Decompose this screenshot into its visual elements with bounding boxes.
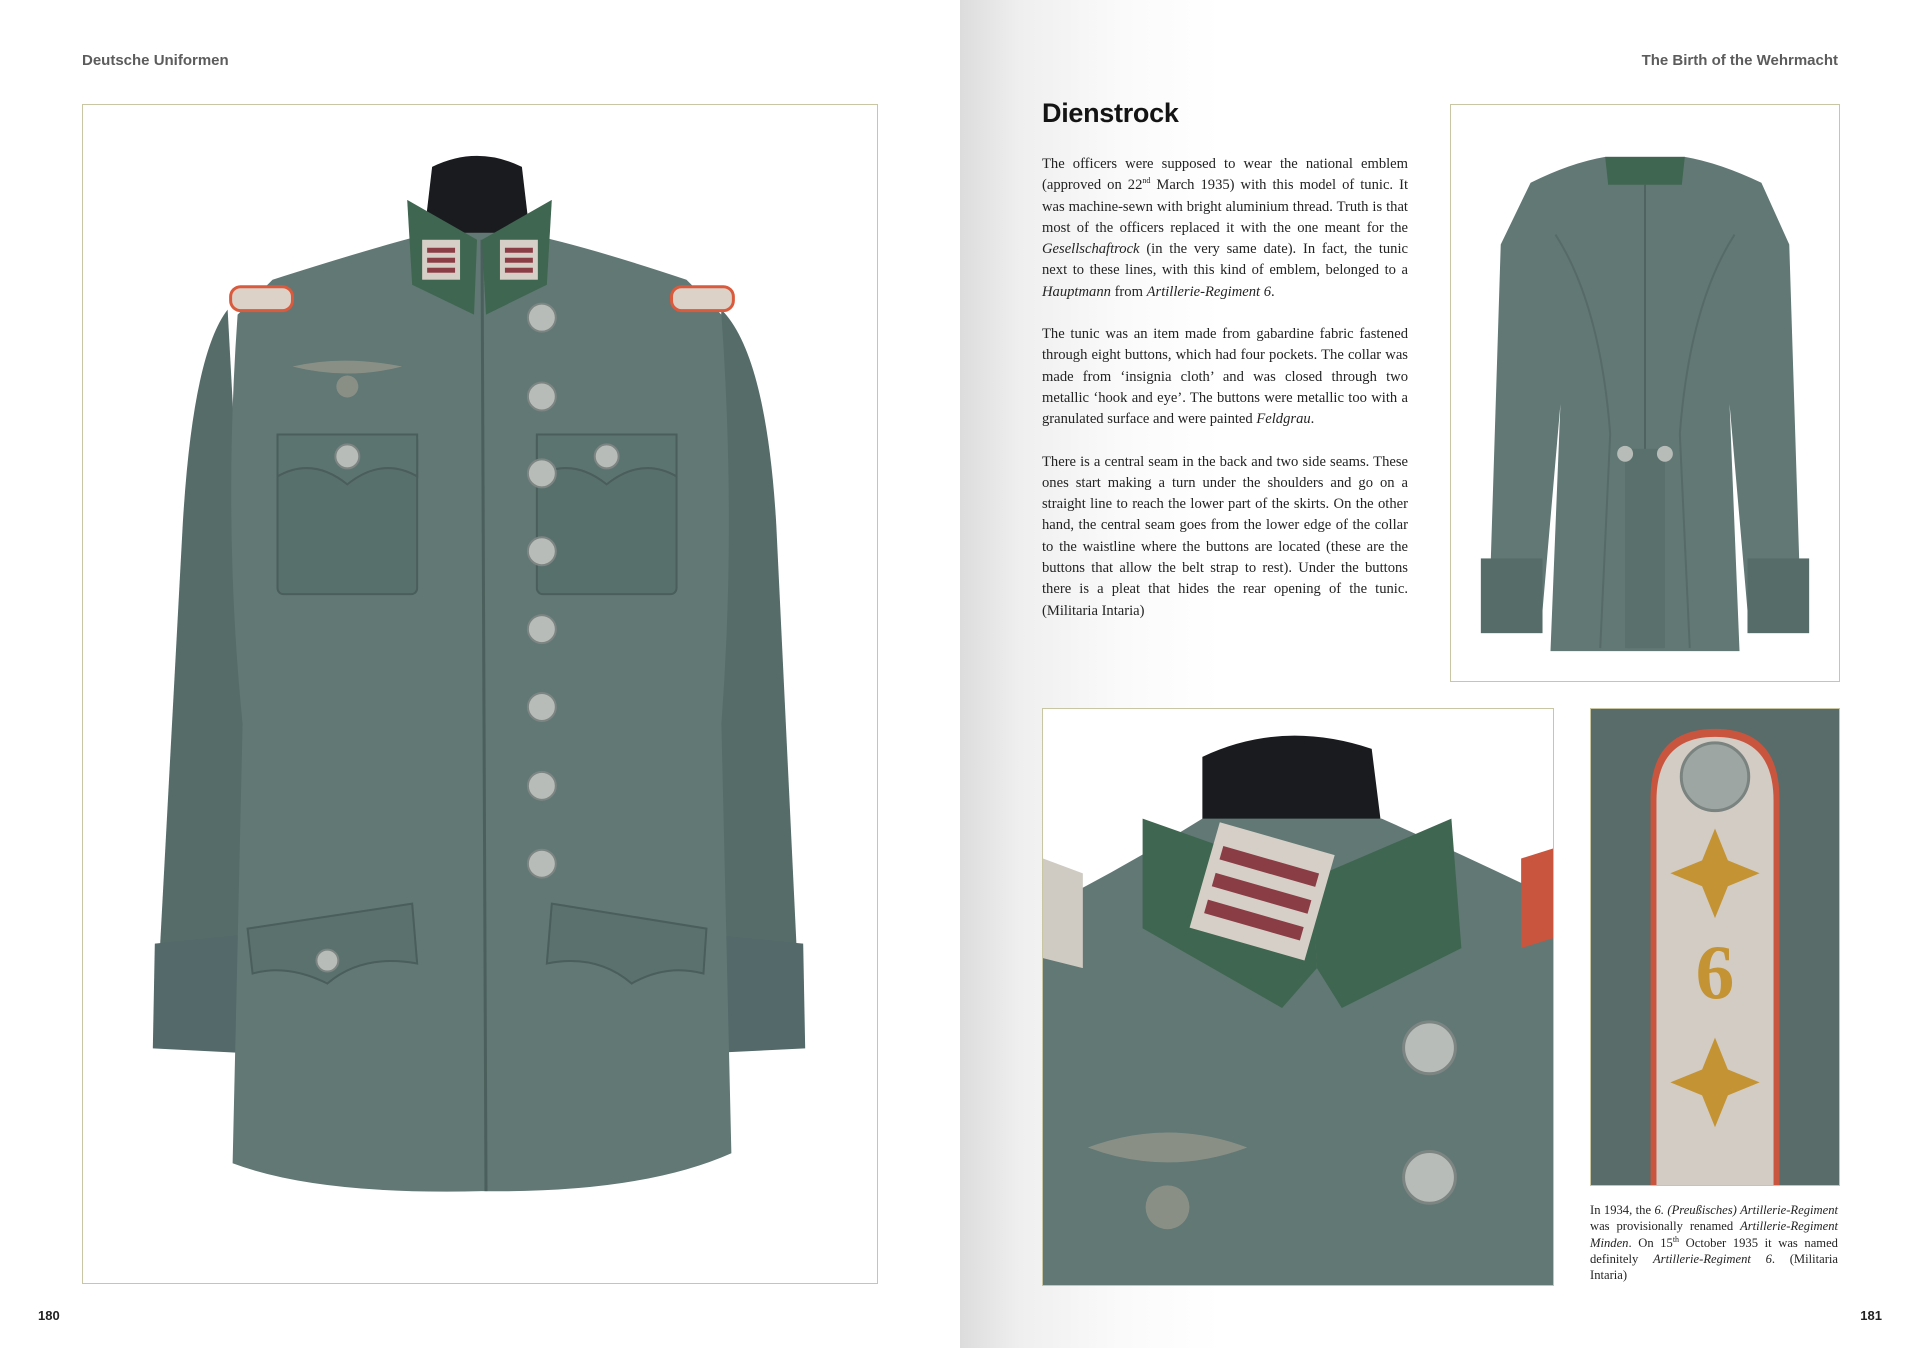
shoulder-strap-photo bbox=[1590, 708, 1840, 1186]
article-body bbox=[1042, 154, 1408, 643]
paragraph-3: There is a central seam in the back and two side seams. These ones start making a turn under the shoulders and go on a straight line to reach the lower part of the skirts. On the other hand, the central seam goes from the lower edge of the collar to the waistline where the buttons are located (these are the buttons that allow the belt strap to rest). Under the buttons there is a pleat that hides the rear opening of the tunic. (Militaria Intaria) bbox=[1042, 453, 1408, 619]
running-head-right: The Birth of the Wehrmacht bbox=[1641, 52, 1838, 69]
back-tunic-photo bbox=[1450, 104, 1840, 682]
strap-numeral: 6 bbox=[1695, 928, 1735, 1015]
front-tunic-photo bbox=[82, 104, 878, 1284]
running-head-left: Deutsche Uniformen bbox=[82, 52, 229, 69]
strap-caption: In 1934, the 6. (Preußisches) Artillerie-Regiment was provisionally renamed Artillerie-Regiment Minden. On 15th October 1935 it was named definitely Artillerie-Regiment 6. (Militaria Intaria) bbox=[1590, 1203, 1838, 1283]
paragraph-1: The officers were supposed to wear the national emblem (approved on 22nd March 1935) with this model of tunic. It was machine-sewn with bright aluminium thread. Truth is that most of the officers replaced it with the one meant for the Gesellschaftrock (in the very same date). In fact, the tunic next to these lines, with this kind of emblem, belonged to a Hauptmann from Artillerie-Regiment 6. bbox=[1042, 156, 1408, 300]
article-title: Dienstrock bbox=[1042, 98, 1179, 128]
page-number-left: 180 bbox=[38, 1308, 60, 1323]
page-number-right: 181 bbox=[1860, 1308, 1882, 1323]
paragraph-2: The tunic was an item made from gabardine fabric fastened through eight buttons, which had four pockets. The collar was made from ‘insignia cloth’ and was closed through two metallic ‘hook and eye’. The buttons were metallic too with a granulated surface and were painted Feldgrau. bbox=[1042, 326, 1408, 428]
collar-detail-photo bbox=[1042, 708, 1554, 1286]
